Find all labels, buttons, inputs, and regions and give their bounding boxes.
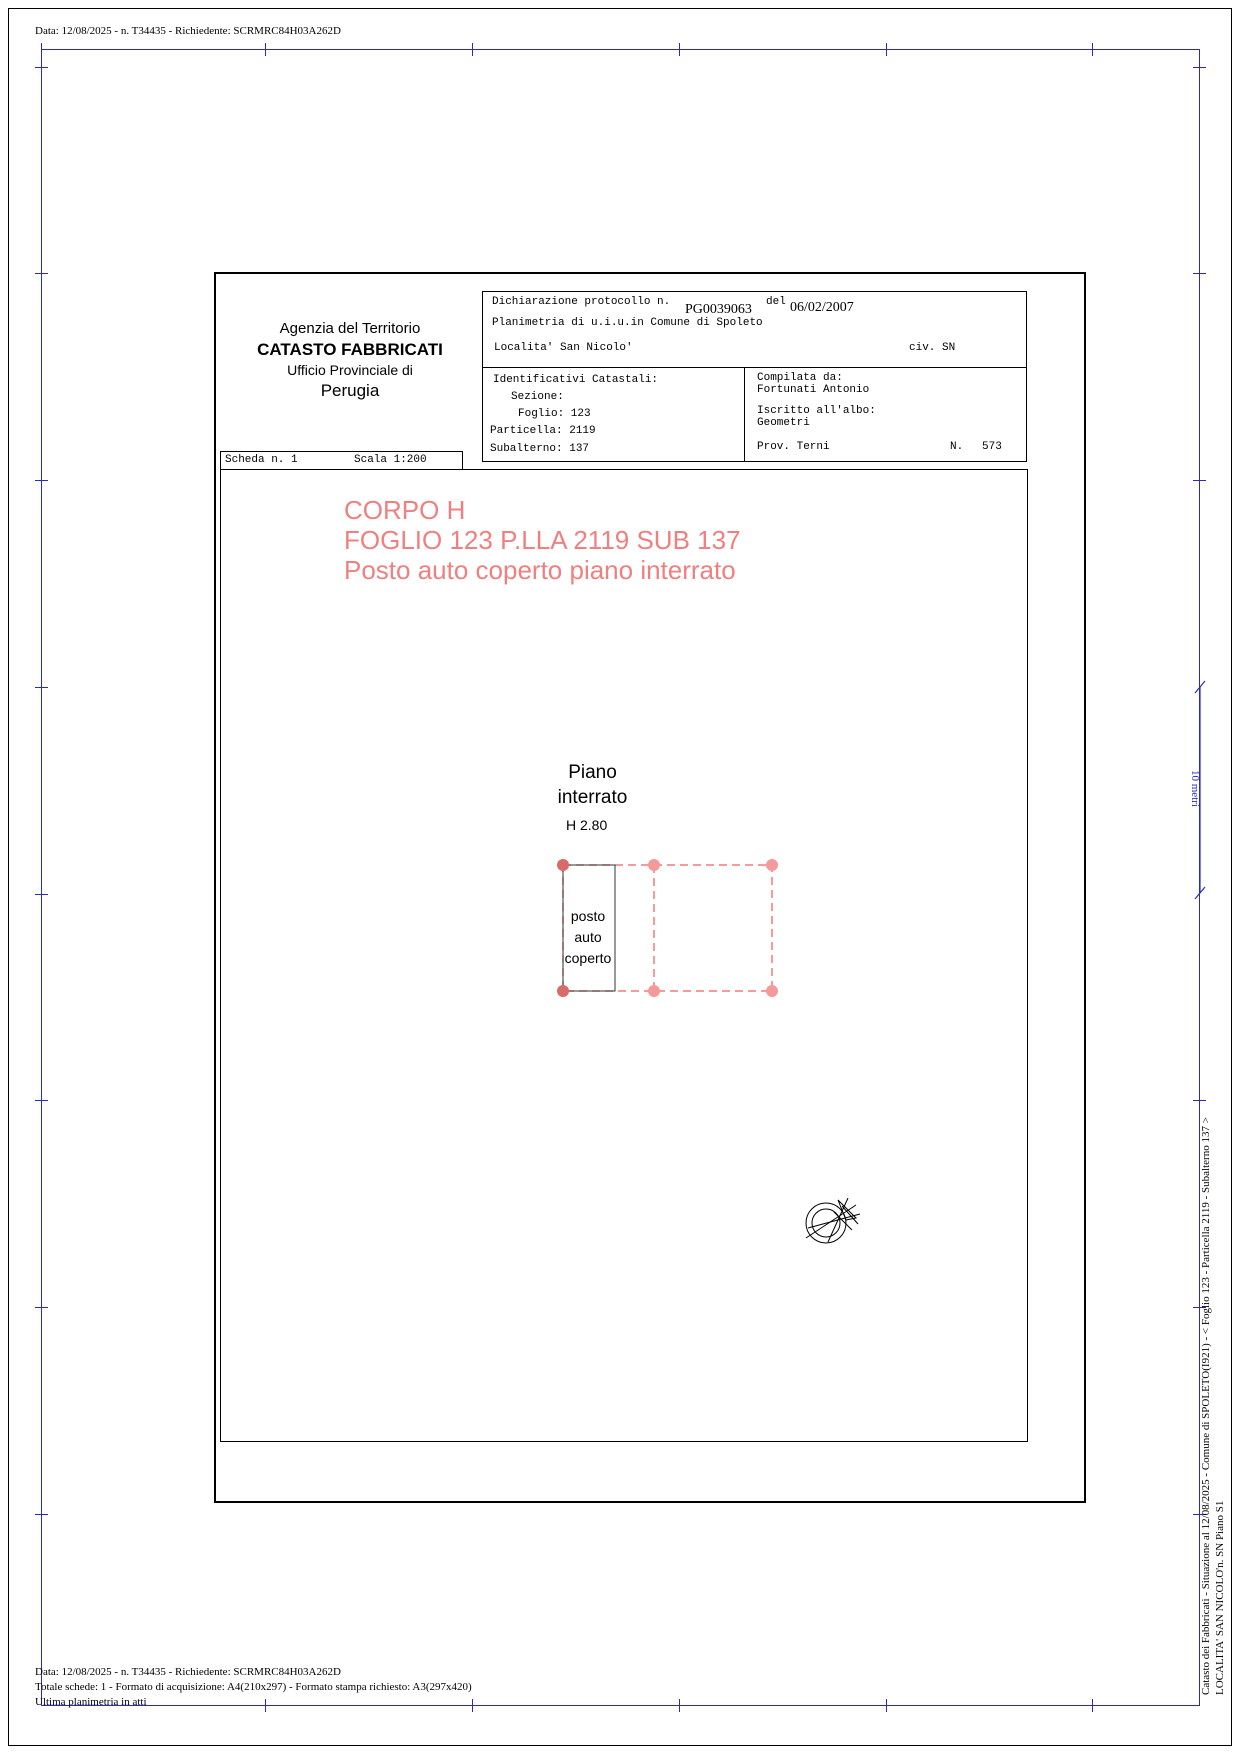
subalterno-label: Subalterno: 137 xyxy=(490,443,590,455)
footer-line3: Ultima planimetria in atti xyxy=(35,1696,147,1708)
sezione-label: Sezione: xyxy=(511,391,564,403)
side-text-2: LOCALITA' SAN NICOLO'n. SN Piano S1 xyxy=(1214,1500,1226,1695)
foglio-label: Foglio: 123 xyxy=(518,408,591,420)
room-line2: auto xyxy=(574,929,602,945)
catasto-title: CATASTO FABBRICATI xyxy=(257,340,443,359)
annotation-line2: FOGLIO 123 P.LLA 2119 SUB 137 xyxy=(344,525,741,555)
identificativi-title: Identificativi Catastali: xyxy=(493,374,659,386)
scala-label: Scala 1:200 xyxy=(354,454,427,466)
side-text-1: Catasto dei Fabbricati - Situazione al 12/08/2025 - Comune di SPOLETO(I921) - < Foglio 123 - Particella 2119 - Subalterno 137 > xyxy=(1200,1117,1212,1695)
del-label: del xyxy=(766,296,786,308)
annotation-line3: Posto auto coperto piano interrato xyxy=(344,555,736,585)
prov-label: Prov. Terni xyxy=(757,441,830,453)
header-text: Data: 12/08/2025 - n. T34435 - Richiedente: SCRMRC84H03A262D xyxy=(35,25,341,37)
agency-name: Agenzia del Territorio xyxy=(279,320,421,337)
civ-label: civ. SN xyxy=(909,342,956,354)
protocol-label: Dichiarazione protocollo n. xyxy=(492,296,671,308)
city-label: Perugia xyxy=(320,381,380,400)
annotation-line1: CORPO H xyxy=(344,495,466,525)
room-line3: coperto xyxy=(564,950,612,966)
localita-label: Localita' San Nicolo' xyxy=(494,342,633,354)
scale-bar-label: 10 metri xyxy=(1189,770,1201,807)
compilata-label: Compilata da: xyxy=(757,372,843,384)
compilata-name: Fortunati Antonio xyxy=(757,384,870,396)
protocol-number: PG0039063 xyxy=(685,302,752,317)
piano-line2: interrato xyxy=(557,787,628,808)
ufficio-label: Ufficio Provinciale di xyxy=(287,362,413,378)
albo-label: Geometri xyxy=(757,417,810,429)
n-label: N. xyxy=(950,441,964,453)
room-label xyxy=(557,906,619,969)
planimetria-label: Planimetria di u.i.u.in Comune di Spoleto xyxy=(492,317,763,329)
footer-line2: Totale schede: 1 - Formato di acquisizione: A4(210x297) - Formato stampa richiesto: A3(297x420) xyxy=(35,1681,472,1693)
n-value: 573 xyxy=(982,441,1002,453)
footer-line1: Data: 12/08/2025 - n. T34435 - Richiedente: SCRMRC84H03A262D xyxy=(35,1666,341,1678)
particella-label: Particella: 2119 xyxy=(490,425,596,437)
room-line1: posto xyxy=(570,908,606,924)
iscritto-label: Iscritto all'albo: xyxy=(757,405,876,417)
north-arrow-icon xyxy=(798,1190,868,1250)
height-label: H 2.80 xyxy=(566,817,608,833)
piano-line1: Piano xyxy=(568,762,617,783)
scheda-label: Scheda n. 1 xyxy=(225,454,298,466)
protocol-date: 06/02/2007 xyxy=(790,300,854,315)
